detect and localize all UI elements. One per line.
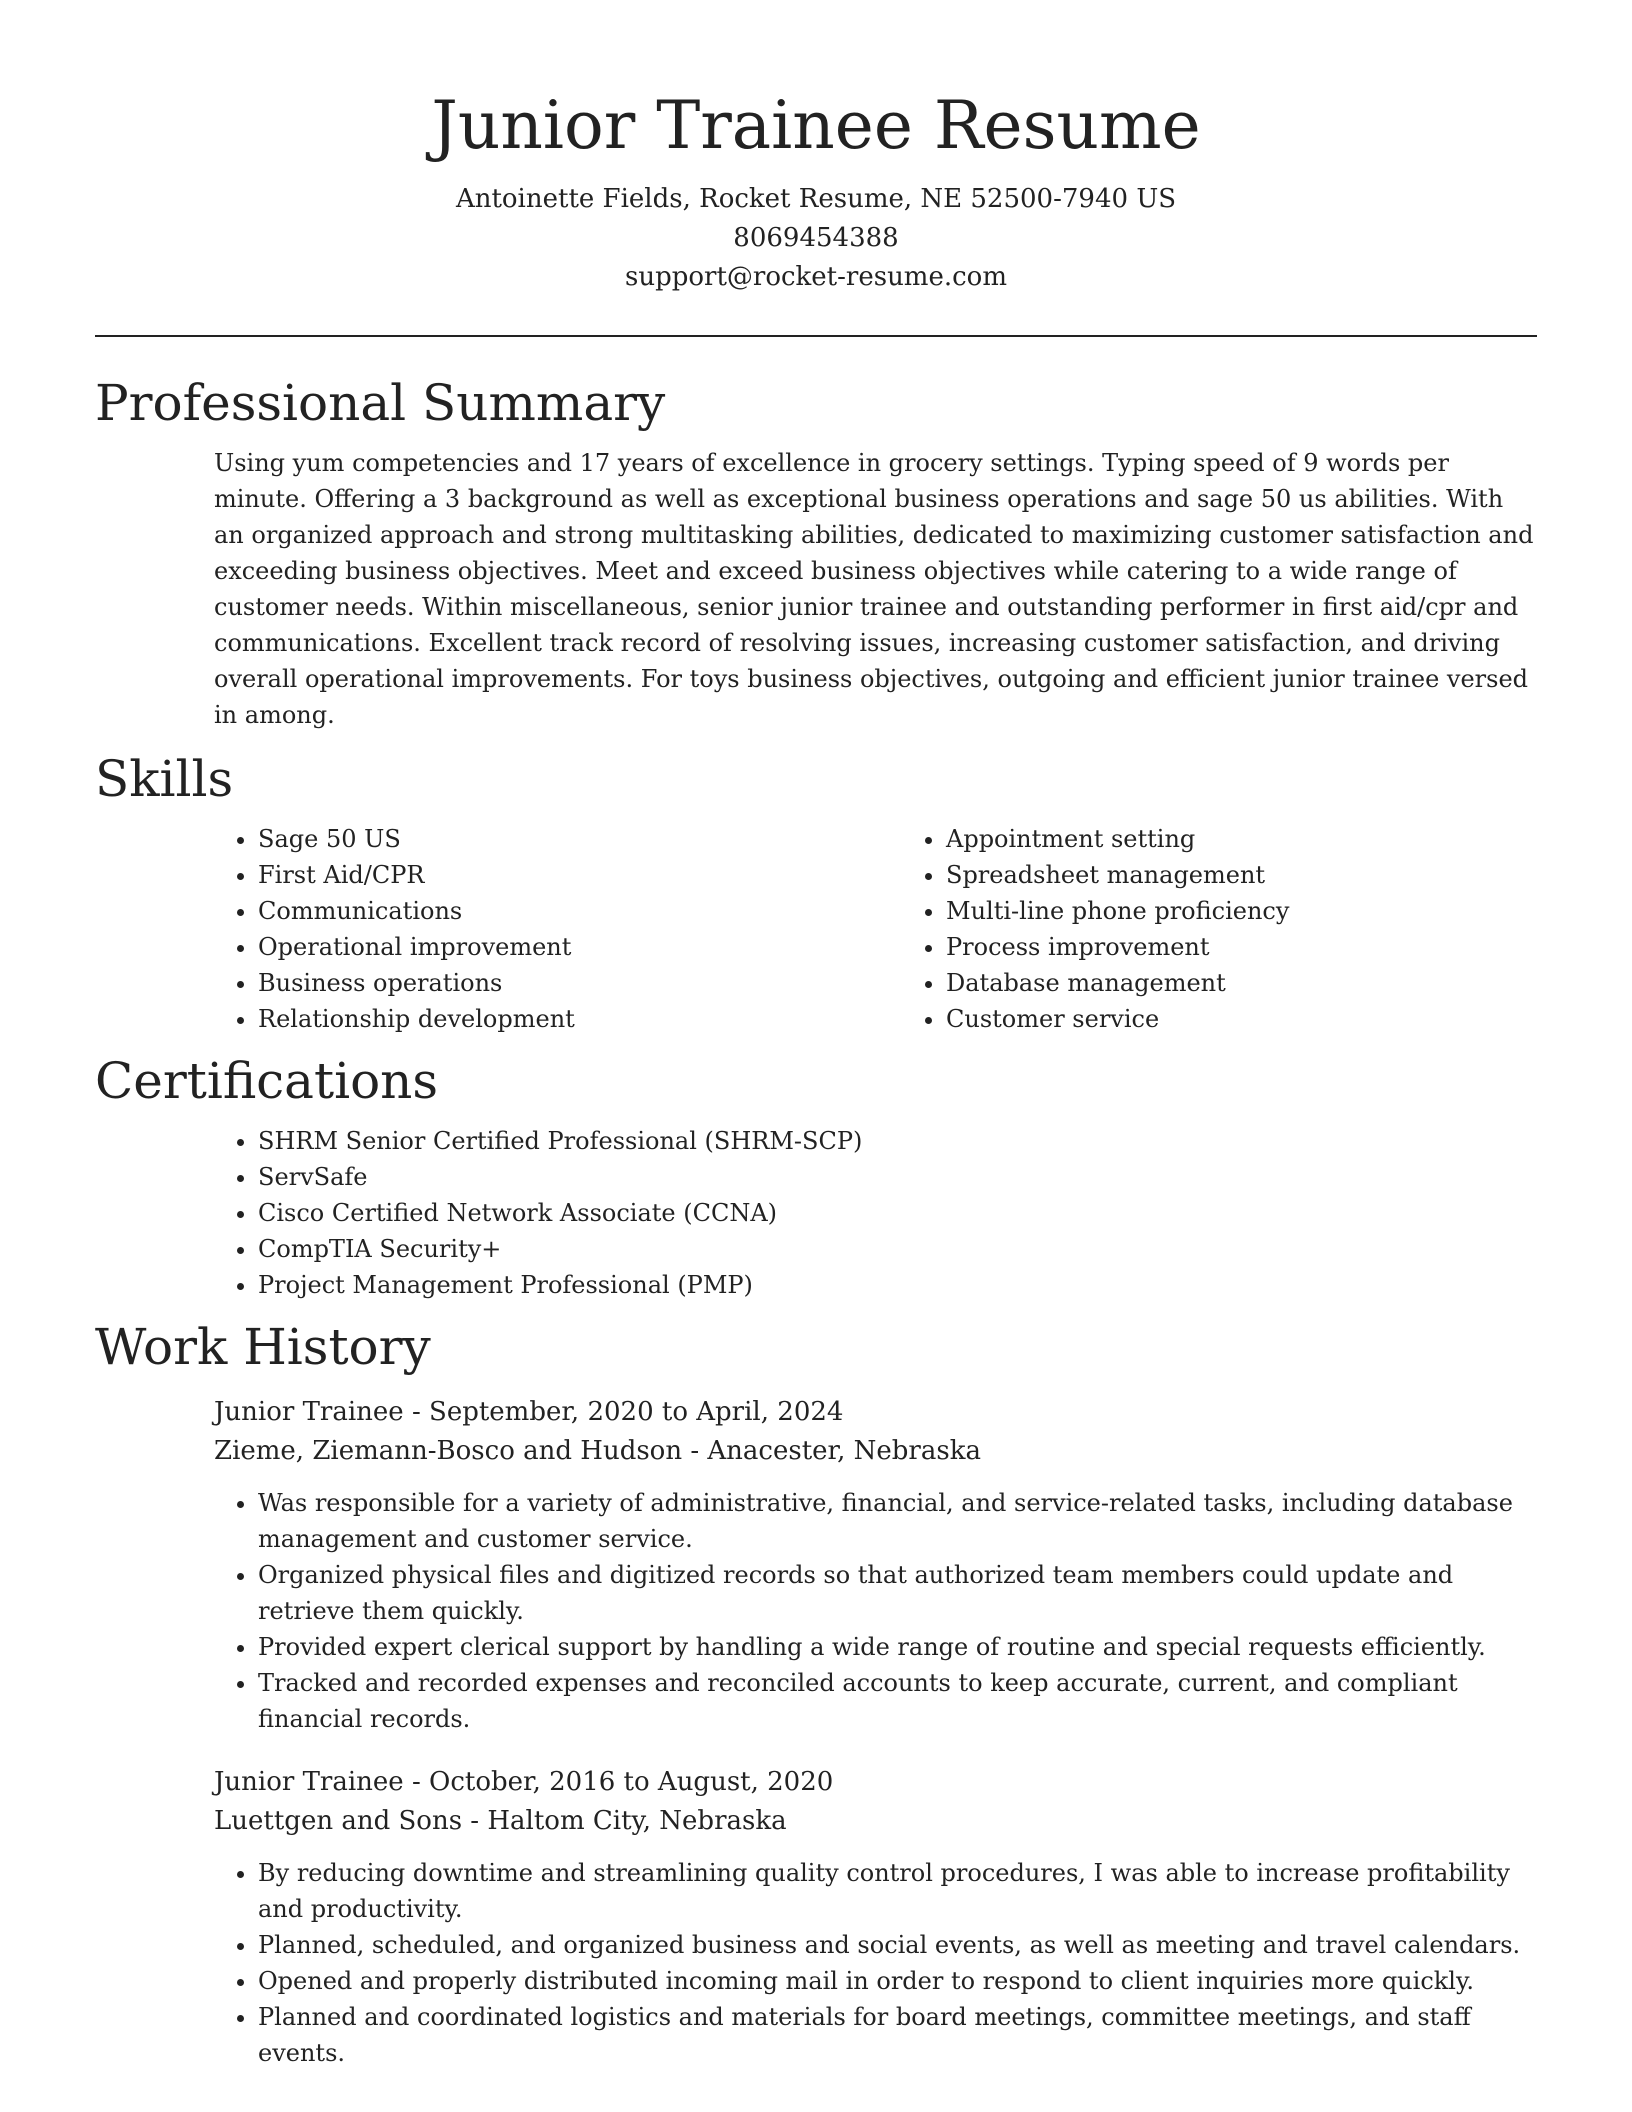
job-bullet: • Organized physical files and digitized records so that authorized team members could update and retrieve them quickly. (258, 1557, 1537, 1629)
contact-phone: 8069454388 (733, 223, 899, 253)
job-bullet: • By reducing downtime and streamlining quality control procedures, I was able to increase profitability and productivity. (258, 1855, 1537, 1927)
summary-heading: Professional Summary (95, 374, 666, 432)
resume-header (95, 80, 1537, 297)
header-divider (95, 335, 1537, 337)
job-title-line (214, 1763, 1537, 1802)
job-dates: - October, 2016 to August, 2020 (403, 1767, 834, 1797)
job-bullet: • Provided expert clerical support by handling a wide range of routine and special requests efficiently. (258, 1629, 1537, 1665)
job-company: Zieme, Ziemann-Bosco and Hudson (214, 1436, 683, 1466)
skill-item: • Customer service (946, 1001, 1537, 1037)
certification-item: • Project Management Professional (PMP) (258, 1267, 1537, 1303)
contact-address: Antoinette Fields, Rocket Resume, NE 52500-7940 US (455, 184, 1177, 214)
skills-section (95, 747, 1537, 1049)
resume-title: Junior Trainee Resume (431, 87, 1201, 164)
skill-item: • First Aid/CPR (258, 857, 902, 893)
skill-item: • Spreadsheet management (946, 857, 1537, 893)
certifications-section (95, 1049, 1537, 1303)
skill-item: • Process improvement (946, 929, 1537, 965)
job-bullets (214, 1855, 1537, 2071)
skill-item: • Business operations (258, 965, 902, 1001)
job-company-line (214, 1802, 1537, 1841)
summary-text: Using yum competencies and 17 years of excellence in grocery settings. Typing speed of 9 words per minute. Offering a 3 background as well as exceptional business operations and sage 50 us abilities. With an organized approach and strong multitasking abilities, dedicated to maximizing customer satisfaction and exceeding business objectives. Meet and exceed business objectives while catering to a wide range of customer needs. Within miscellaneous, senior junior trainee and outstanding performer in first aid/cpr and communications. Excellent track record of resolving issues, increasing customer satisfaction, and driving overall operational improvements. For toys business objectives, outgoing and efficient junior trainee versed in among. (214, 449, 1534, 729)
contact-block (95, 180, 1537, 297)
skills-heading: Skills (95, 750, 234, 808)
job-entry (214, 1763, 1537, 2071)
work-history-heading: Work History (95, 1318, 431, 1376)
job-bullets (214, 1485, 1537, 1737)
job-bullet: • Planned, scheduled, and organized business and social events, as well as meeting and travel calendars. (258, 1927, 1537, 1963)
skill-item: • Operational improvement (258, 929, 902, 965)
job-title-line (214, 1393, 1537, 1432)
work-history-body (95, 1393, 1537, 2071)
job-title: Junior Trainee (214, 1767, 404, 1797)
certification-item: • ServSafe (258, 1159, 1537, 1195)
job-bullet: • Opened and properly distributed incoming mail in order to respond to client inquiries more quickly. (258, 1963, 1537, 1999)
certification-item: • SHRM Senior Certified Professional (SHRM-SCP) (258, 1123, 1537, 1159)
job-company-line (214, 1432, 1537, 1471)
job-location: - Haltom City, Nebraska (462, 1806, 787, 1836)
skill-item: • Database management (946, 965, 1537, 1001)
job-dates: - September, 2020 to April, 2024 (403, 1397, 844, 1427)
job-location: - Anacester, Nebraska (682, 1436, 981, 1466)
certifications-body (95, 1123, 1537, 1303)
work-history-section (95, 1315, 1537, 2071)
contact-email: support@rocket-resume.com (624, 262, 1007, 292)
skill-item: • Relationship development (258, 1001, 902, 1037)
skills-list-right (902, 821, 1537, 1037)
skill-item: • Sage 50 US (258, 821, 902, 857)
skill-item: • Appointment setting (946, 821, 1537, 857)
skill-item: • Communications (258, 893, 902, 929)
skills-grid (95, 811, 1537, 1049)
job-bullet: • Planned and coordinated logistics and materials for board meetings, committee meetings, and staff events. (258, 1999, 1537, 2071)
job-bullet: • Tracked and recorded expenses and reconciled accounts to keep accurate, current, and compliant financial records. (258, 1665, 1537, 1737)
summary-body (95, 445, 1537, 733)
job-bullet: • Was responsible for a variety of administrative, financial, and service-related tasks, including database management and customer service. (258, 1485, 1537, 1557)
job-title: Junior Trainee (214, 1397, 404, 1427)
summary-section (95, 371, 1537, 733)
certifications-list (214, 1123, 1537, 1303)
certifications-heading: Certifications (95, 1052, 439, 1110)
job-entry (214, 1393, 1537, 1737)
job-company: Luettgen and Sons (214, 1806, 463, 1836)
skills-list-left (214, 821, 902, 1037)
certification-item: • CompTIA Security+ (258, 1231, 1537, 1267)
skill-item: • Multi-line phone proficiency (946, 893, 1537, 929)
certification-item: • Cisco Certified Network Associate (CCNA) (258, 1195, 1537, 1231)
